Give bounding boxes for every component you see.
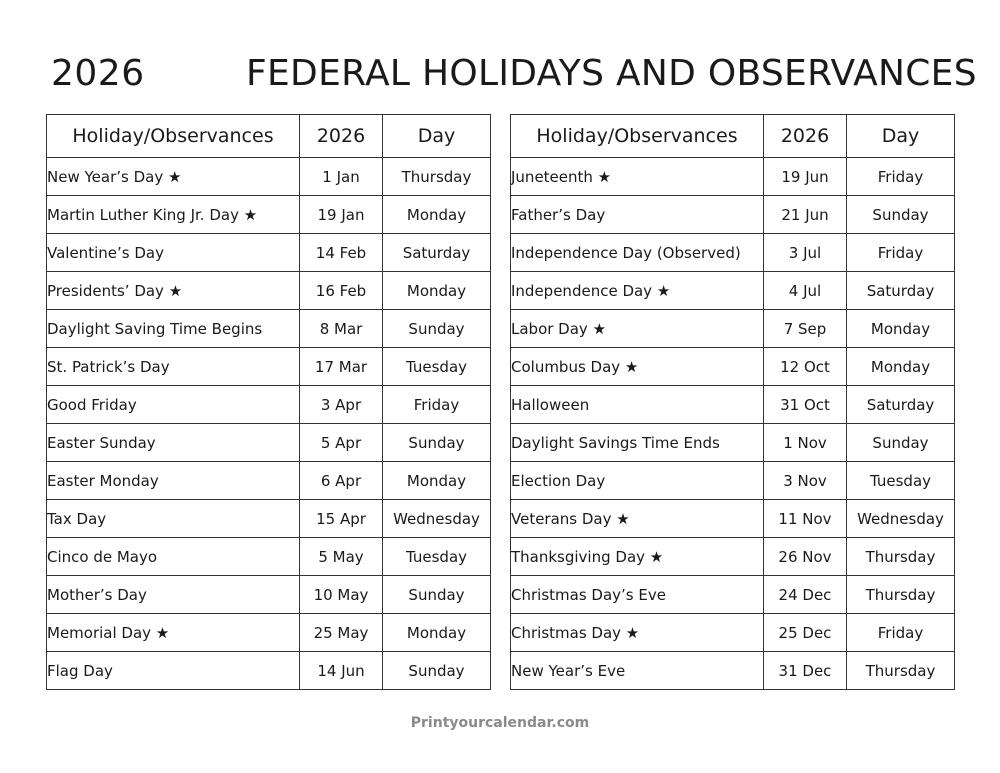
holiday-weekday-cell: Monday: [383, 462, 491, 500]
holiday-weekday-cell: Thursday: [847, 576, 955, 614]
holiday-name-cell: Thanksgiving Day ★: [511, 538, 764, 576]
holiday-name-cell: Mother’s Day: [47, 576, 300, 614]
table-row: [511, 500, 955, 538]
holiday-name-cell: Christmas Day’s Eve: [511, 576, 764, 614]
table-row: [47, 652, 491, 690]
holiday-date-cell: 3 Nov: [764, 462, 847, 500]
table-row: [511, 310, 955, 348]
holiday-date-cell: 31 Dec: [764, 652, 847, 690]
table-row: [47, 158, 491, 196]
holiday-name-cell: Flag Day: [47, 652, 300, 690]
holiday-weekday-cell: Friday: [847, 614, 955, 652]
holiday-date-cell: 1 Nov: [764, 424, 847, 462]
holiday-name-cell: Memorial Day ★: [47, 614, 300, 652]
holiday-weekday-cell: Sunday: [383, 424, 491, 462]
holiday-weekday-cell: Tuesday: [383, 538, 491, 576]
holiday-date-cell: 24 Dec: [764, 576, 847, 614]
table-row: [511, 196, 955, 234]
holiday-date-cell: 26 Nov: [764, 538, 847, 576]
holiday-name-cell: Valentine’s Day: [47, 234, 300, 272]
holiday-weekday-cell: Saturday: [847, 386, 955, 424]
holiday-date-cell: 12 Oct: [764, 348, 847, 386]
holiday-name-cell: Martin Luther King Jr. Day ★: [47, 196, 300, 234]
holiday-date-cell: 19 Jan: [300, 196, 383, 234]
table-row: [511, 348, 955, 386]
holiday-weekday-cell: Thursday: [847, 538, 955, 576]
table-row: [511, 576, 955, 614]
holiday-weekday-cell: Monday: [383, 196, 491, 234]
holiday-weekday-cell: Saturday: [847, 272, 955, 310]
column-header-year: 2026: [764, 115, 847, 158]
holiday-date-cell: 10 May: [300, 576, 383, 614]
holiday-date-cell: 31 Oct: [764, 386, 847, 424]
holiday-name-cell: Columbus Day ★: [511, 348, 764, 386]
holiday-weekday-cell: Monday: [847, 310, 955, 348]
holiday-name-cell: Veterans Day ★: [511, 500, 764, 538]
table-row: [47, 538, 491, 576]
holiday-name-cell: Election Day: [511, 462, 764, 500]
holiday-weekday-cell: Thursday: [383, 158, 491, 196]
holiday-table-jun-dec: [510, 114, 955, 690]
table-header-row: [511, 115, 955, 158]
holiday-date-cell: 25 May: [300, 614, 383, 652]
holiday-weekday-cell: Thursday: [847, 652, 955, 690]
table-row: [511, 538, 955, 576]
holiday-name-cell: Easter Monday: [47, 462, 300, 500]
holiday-date-cell: 7 Sep: [764, 310, 847, 348]
table-row: [511, 424, 955, 462]
holiday-weekday-cell: Tuesday: [383, 348, 491, 386]
page-title: FEDERAL HOLIDAYS AND OBSERVANCES: [246, 53, 977, 94]
holiday-weekday-cell: Wednesday: [383, 500, 491, 538]
holiday-weekday-cell: Friday: [847, 158, 955, 196]
table-row: [47, 348, 491, 386]
holiday-name-cell: Independence Day (Observed): [511, 234, 764, 272]
holiday-name-cell: Labor Day ★: [511, 310, 764, 348]
holiday-date-cell: 1 Jan: [300, 158, 383, 196]
holiday-date-cell: 19 Jun: [764, 158, 847, 196]
table-row: [511, 614, 955, 652]
holiday-name-cell: St. Patrick’s Day: [47, 348, 300, 386]
holiday-date-cell: 25 Dec: [764, 614, 847, 652]
table-row: [47, 272, 491, 310]
holiday-name-cell: Presidents’ Day ★: [47, 272, 300, 310]
table-row: [47, 462, 491, 500]
holiday-name-cell: New Year’s Eve: [511, 652, 764, 690]
holiday-date-cell: 5 Apr: [300, 424, 383, 462]
table-row: [47, 386, 491, 424]
holiday-weekday-cell: Sunday: [383, 310, 491, 348]
holiday-name-cell: Christmas Day ★: [511, 614, 764, 652]
holiday-weekday-cell: Sunday: [383, 652, 491, 690]
column-header-holiday: Holiday/Observances: [47, 115, 300, 158]
page-year: 2026: [51, 53, 145, 94]
holiday-date-cell: 14 Jun: [300, 652, 383, 690]
holiday-name-cell: Tax Day: [47, 500, 300, 538]
holiday-weekday-cell: Saturday: [383, 234, 491, 272]
holiday-name-cell: Halloween: [511, 386, 764, 424]
table-row: [511, 158, 955, 196]
holiday-name-cell: Cinco de Mayo: [47, 538, 300, 576]
holiday-date-cell: 16 Feb: [300, 272, 383, 310]
holiday-weekday-cell: Tuesday: [847, 462, 955, 500]
holiday-weekday-cell: Friday: [847, 234, 955, 272]
holiday-date-cell: 4 Jul: [764, 272, 847, 310]
holiday-date-cell: 3 Jul: [764, 234, 847, 272]
holiday-name-cell: Independence Day ★: [511, 272, 764, 310]
holiday-table-jan-jun: [46, 114, 491, 690]
footer-credit: Printyourcalendar.com: [410, 715, 590, 731]
holiday-date-cell: 3 Apr: [300, 386, 383, 424]
holiday-weekday-cell: Sunday: [383, 576, 491, 614]
holiday-weekday-cell: Monday: [847, 348, 955, 386]
column-header-day: Day: [383, 115, 491, 158]
table-row: [47, 234, 491, 272]
holiday-date-cell: 14 Feb: [300, 234, 383, 272]
table-row: [47, 424, 491, 462]
holiday-date-cell: 11 Nov: [764, 500, 847, 538]
holiday-name-cell: New Year’s Day ★: [47, 158, 300, 196]
holiday-date-cell: 6 Apr: [300, 462, 383, 500]
holiday-date-cell: 8 Mar: [300, 310, 383, 348]
holiday-date-cell: 21 Jun: [764, 196, 847, 234]
table-row: [511, 462, 955, 500]
table-row: [47, 576, 491, 614]
table-row: [47, 310, 491, 348]
table-row: [511, 234, 955, 272]
holiday-weekday-cell: Monday: [383, 614, 491, 652]
holiday-name-cell: Daylight Savings Time Ends: [511, 424, 764, 462]
holiday-weekday-cell: Sunday: [847, 424, 955, 462]
holiday-date-cell: 15 Apr: [300, 500, 383, 538]
holiday-name-cell: Father’s Day: [511, 196, 764, 234]
column-header-year: 2026: [300, 115, 383, 158]
table-row: [511, 652, 955, 690]
holiday-weekday-cell: Wednesday: [847, 500, 955, 538]
holiday-weekday-cell: Sunday: [847, 196, 955, 234]
column-header-holiday: Holiday/Observances: [511, 115, 764, 158]
holiday-weekday-cell: Friday: [383, 386, 491, 424]
table-row: [47, 500, 491, 538]
holiday-name-cell: Daylight Saving Time Begins: [47, 310, 300, 348]
table-header-row: [47, 115, 491, 158]
holiday-name-cell: Easter Sunday: [47, 424, 300, 462]
holiday-weekday-cell: Monday: [383, 272, 491, 310]
table-row: [47, 614, 491, 652]
holiday-name-cell: Juneteenth ★: [511, 158, 764, 196]
column-header-day: Day: [847, 115, 955, 158]
holiday-date-cell: 17 Mar: [300, 348, 383, 386]
table-row: [511, 272, 955, 310]
table-row: [47, 196, 491, 234]
holiday-name-cell: Good Friday: [47, 386, 300, 424]
table-row: [511, 386, 955, 424]
holiday-date-cell: 5 May: [300, 538, 383, 576]
